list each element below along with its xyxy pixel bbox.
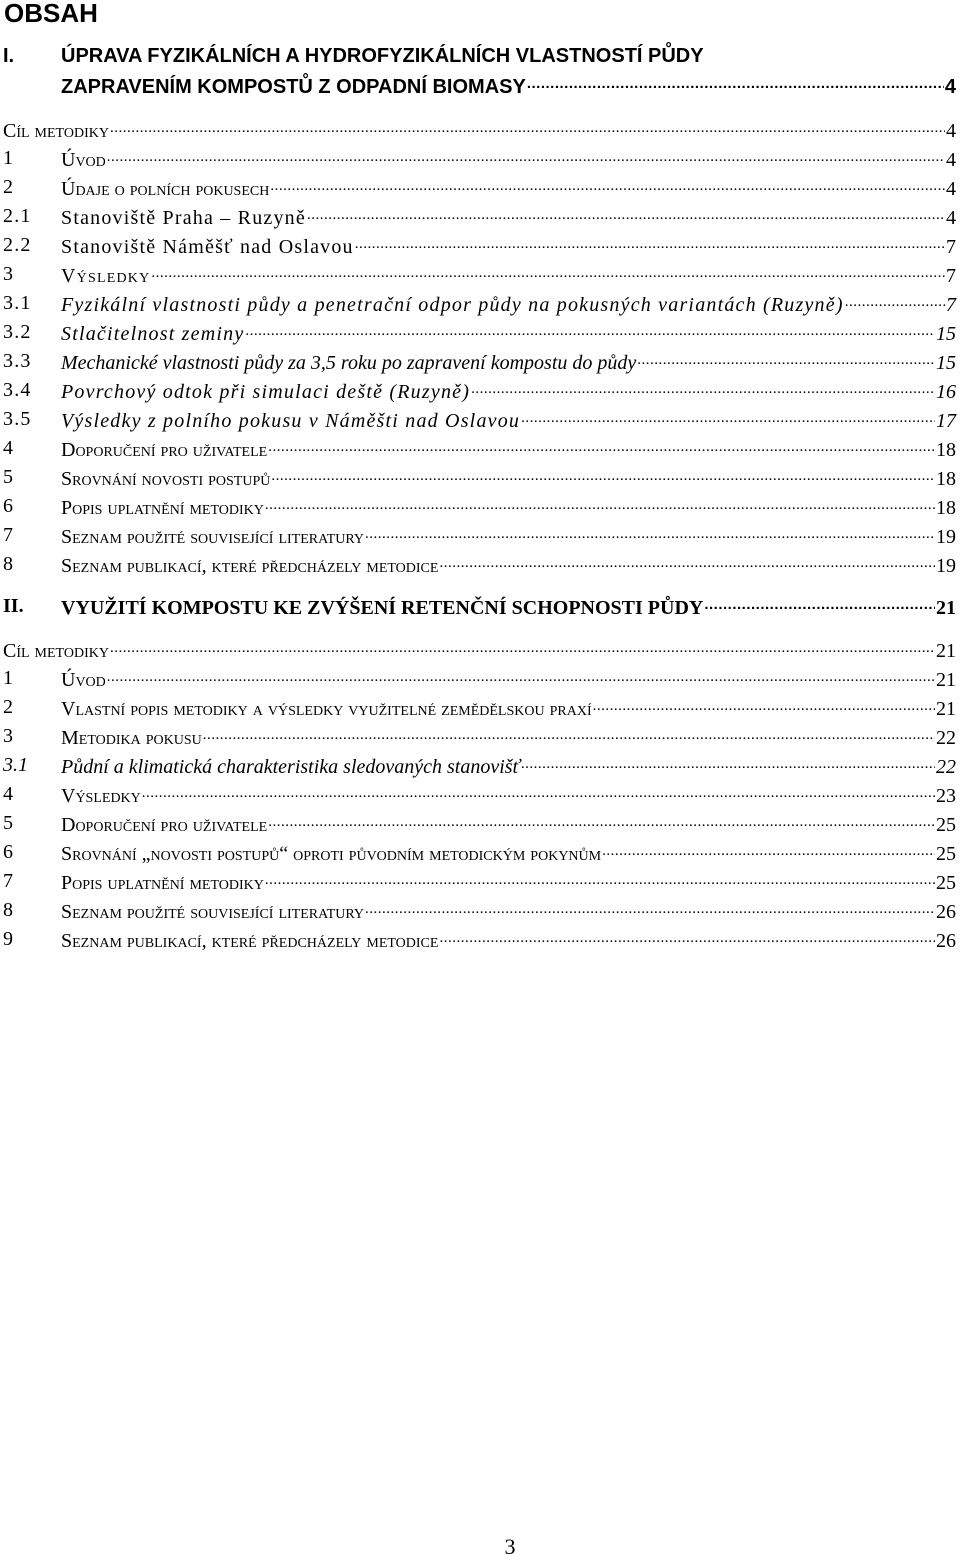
dot-leader — [527, 73, 944, 93]
toc-page-number: 4 — [946, 120, 956, 142]
toc-entry-title: Výsledky — [61, 785, 141, 807]
toc-entry[interactable] — [0, 465, 956, 489]
dot-leader — [151, 262, 945, 282]
toc-entry-number: 3 — [3, 725, 13, 747]
dot-leader — [521, 753, 935, 773]
toc-entry-title: Fyzikální vlastnosti půdy a penetrační odpor půdy na pokusných variantách (Ruzyně) — [61, 294, 844, 316]
toc-entry-number: 3.4 — [3, 379, 32, 401]
toc-entry-number: 3.2 — [3, 321, 32, 343]
toc-page-number: 4 — [946, 149, 956, 171]
toc-entry-number: 6 — [3, 841, 13, 863]
toc-entry[interactable] — [0, 204, 956, 228]
toc-entry-title: Seznam použité související literatury — [61, 901, 364, 923]
dot-leader — [107, 146, 945, 166]
toc-entry[interactable] — [0, 117, 956, 141]
toc-page-number: 7 — [946, 294, 956, 316]
toc-part-number: I. — [3, 45, 15, 67]
dot-leader — [365, 898, 935, 918]
toc-entry[interactable] — [0, 349, 956, 373]
toc-entry-title: Doporučení pro uživatele — [61, 814, 268, 836]
toc-entry[interactable] — [0, 291, 956, 315]
toc-page-number: 7 — [946, 236, 956, 258]
toc-part-title-continued: ZAPRAVENÍM KOMPOSTŮ Z ODPADNÍ BIOMASY — [61, 76, 526, 98]
toc-entry[interactable] — [0, 407, 956, 431]
toc-page-number: 22 — [936, 756, 956, 778]
page-heading: OBSAH — [4, 0, 98, 28]
toc-entry-number: 1 — [3, 667, 13, 689]
toc-entry[interactable] — [0, 494, 956, 518]
toc-part-1-line-1[interactable] — [0, 44, 956, 68]
toc-entry-title: Mechanické vlastnosti půdy za 3,5 roku po zapravení kompostu do půdy — [61, 352, 637, 374]
toc-page-number: 19 — [936, 555, 956, 577]
toc-entry-number: 8 — [3, 899, 13, 921]
toc-page-number: 18 — [936, 468, 956, 490]
toc-entry-title: Popis uplatnění metodiky — [61, 497, 264, 519]
toc-entry-title: Stanoviště Náměšť nad Oslavou — [61, 236, 354, 258]
toc-entry[interactable] — [0, 146, 956, 170]
toc-entry-number: 7 — [3, 524, 13, 546]
toc-entry-number: 3.3 — [3, 350, 32, 372]
dot-leader — [521, 407, 935, 427]
toc-page-number: 25 — [936, 814, 956, 836]
toc-entry-number: 3.5 — [3, 408, 32, 430]
toc-page-number: 16 — [936, 381, 956, 403]
toc-entry-number: 2 — [3, 176, 13, 198]
dot-leader — [245, 320, 935, 340]
toc-entry[interactable] — [0, 637, 956, 661]
toc-part-title: ÚPRAVA FYZIKÁLNÍCH A HYDROFYZIKÁLNÍCH VLASTNOSTÍ PŮDY — [61, 45, 704, 67]
toc-entry-title: Metodika pokusu — [61, 727, 202, 749]
toc-entry-title: Doporučení pro uživatele — [61, 439, 268, 461]
toc-entry-title: Seznam použité související literatury — [61, 526, 364, 548]
toc-part-2[interactable] — [0, 594, 956, 618]
dot-leader — [307, 204, 945, 224]
dot-leader — [203, 724, 935, 744]
toc-entry[interactable] — [0, 840, 956, 864]
dot-leader — [265, 494, 935, 514]
toc-entry[interactable] — [0, 753, 956, 777]
toc-entry[interactable] — [0, 898, 956, 922]
toc-part-1-line-2[interactable] — [0, 73, 956, 97]
toc-entry-number: 2.2 — [3, 234, 32, 256]
toc-entry-title: Úvod — [61, 149, 106, 171]
toc-page-number: 26 — [936, 930, 956, 952]
toc-entry[interactable] — [0, 523, 956, 547]
toc-entry-title: Seznam publikací, které předcházely metodice — [61, 555, 439, 577]
dot-leader — [268, 811, 935, 831]
dot-leader — [270, 175, 945, 195]
dot-leader — [110, 117, 945, 137]
dot-leader — [593, 695, 935, 715]
toc-entry-title: Cíl metodiky — [3, 640, 109, 662]
toc-entry-title: Cíl metodiky — [3, 120, 109, 142]
toc-page-number: 21 — [936, 640, 956, 662]
toc-entry-number: 8 — [3, 553, 13, 575]
page-number-footer — [0, 1534, 960, 1560]
toc-entry-number: 7 — [3, 870, 13, 892]
toc-page-number: 25 — [936, 872, 956, 894]
toc-page-number: 4 — [946, 178, 956, 200]
dot-leader — [355, 233, 945, 253]
toc-page-number: 7 — [946, 265, 956, 287]
toc-entry-title: Půdní a klimatická charakteristika sledovaných stanovišť — [61, 756, 520, 778]
toc-page-number: 15 — [936, 352, 956, 374]
dot-leader — [271, 465, 935, 485]
toc-page-number: 26 — [936, 901, 956, 923]
toc-entry[interactable] — [0, 695, 956, 719]
toc-entry-number: 3 — [3, 263, 15, 285]
toc-page-number: 21 — [936, 669, 956, 691]
toc-entry-title: Výsledky — [61, 265, 151, 287]
toc-entry-title: Úvod — [61, 669, 106, 691]
toc-entry[interactable] — [0, 869, 956, 893]
toc-entry-title: Srovnání novosti postupů — [61, 468, 271, 490]
toc-entry-title: Výsledky z polního pokusu v Náměšti nad Oslavou — [61, 410, 521, 432]
toc-part-number: II. — [3, 595, 24, 617]
toc-entry[interactable] — [0, 666, 956, 690]
dot-leader — [142, 782, 935, 802]
toc-entry-title: Seznam publikací, které předcházely metodice — [61, 930, 439, 952]
toc-entry[interactable] — [0, 175, 956, 199]
toc-entry-title: Stanoviště Praha – Ruzyně — [61, 207, 306, 229]
toc-entry[interactable] — [0, 724, 956, 748]
toc-page-number: 23 — [936, 785, 956, 807]
dot-leader — [637, 349, 935, 369]
toc-entry-title: Srovnání „novosti postupů“ oproti původním metodickým pokynům — [61, 843, 602, 865]
toc-entry-number: 5 — [3, 812, 13, 834]
toc-entry[interactable] — [0, 320, 956, 344]
toc-entry-title: Popis uplatnění metodiky — [61, 872, 264, 894]
dot-leader — [365, 523, 935, 543]
dot-leader — [110, 637, 935, 657]
toc-entry-title: Údaje o polních pokusech — [61, 178, 270, 200]
toc-entry-title: Povrchový odtok při simulaci deště (Ruzyně) — [61, 381, 471, 403]
toc-entry[interactable] — [0, 811, 956, 835]
toc-entry-title: Stlačitelnost zeminy — [61, 323, 245, 345]
toc-entry-title: Vlastní popis metodiky a výsledky využitelné zemědělskou praxí — [61, 698, 592, 720]
toc-page-number: 15 — [936, 323, 956, 345]
toc-page-number: 22 — [936, 727, 956, 749]
toc-entry[interactable] — [0, 378, 956, 402]
toc-page-number: 19 — [936, 526, 956, 548]
toc-entry-number: 4 — [3, 783, 13, 805]
dot-leader — [439, 927, 935, 947]
page-number: 3 — [504, 1534, 516, 1559]
toc-entry[interactable] — [0, 927, 956, 951]
toc-page-number: 17 — [936, 410, 956, 432]
dot-leader — [265, 869, 935, 889]
toc-entry-number: 2.1 — [3, 205, 32, 227]
toc-entry-number: 3.1 — [3, 754, 28, 776]
dot-leader — [107, 666, 935, 686]
toc-page-number: 4 — [944, 76, 956, 98]
toc-part-title: VYUŽITÍ KOMPOSTU KE ZVÝŠENÍ RETENČNÍ SCHOPNOSTI PŮDY — [61, 597, 704, 619]
toc-page-number: 25 — [936, 843, 956, 865]
toc-page-number: 4 — [946, 207, 956, 229]
toc-entry-number: 1 — [3, 147, 13, 169]
dot-leader — [845, 291, 945, 311]
toc-entry-number: 4 — [3, 437, 13, 459]
toc-entry[interactable] — [0, 262, 956, 286]
toc-entry[interactable] — [0, 782, 956, 806]
dot-leader — [268, 436, 935, 456]
dot-leader — [602, 840, 935, 860]
toc-page-number: 21 — [936, 698, 956, 720]
toc-page-number: 18 — [936, 439, 956, 461]
toc-entry[interactable] — [0, 436, 956, 460]
toc-entry-number: 6 — [3, 495, 13, 517]
toc-entry-number: 9 — [3, 928, 13, 950]
toc-page-number: 18 — [936, 497, 956, 519]
toc-entry-number: 2 — [3, 696, 13, 718]
dot-leader — [704, 594, 935, 614]
dot-leader — [471, 378, 935, 398]
toc-entry[interactable] — [0, 552, 956, 576]
toc-entry[interactable] — [0, 233, 956, 257]
toc-entry-number: 3.1 — [3, 292, 32, 314]
dot-leader — [439, 552, 935, 572]
toc-page-number: 21 — [936, 597, 956, 619]
toc-entry-number: 5 — [3, 466, 13, 488]
